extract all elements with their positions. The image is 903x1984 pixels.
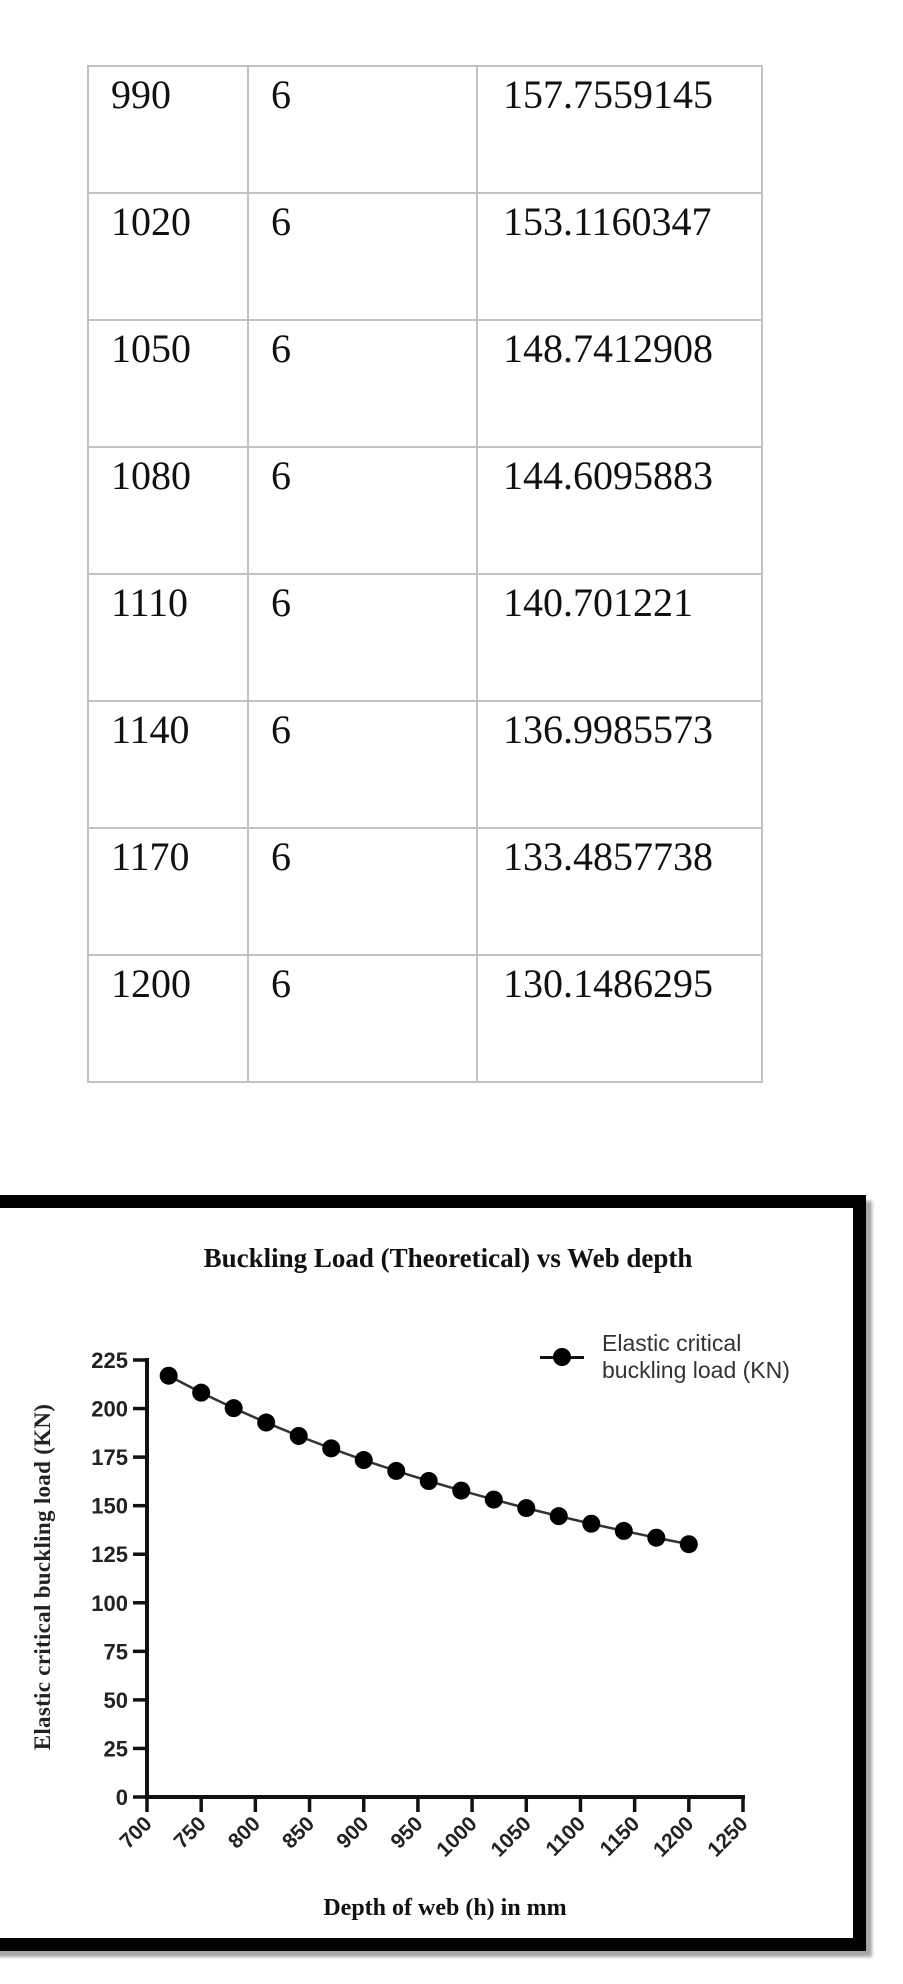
x-tick-label: 950 xyxy=(386,1812,428,1854)
y-tick-label: 125 xyxy=(91,1542,128,1568)
legend xyxy=(540,1330,790,1384)
table-cell: 153.1160347 xyxy=(477,193,762,320)
x-tick-label: 1050 xyxy=(486,1812,536,1862)
y-tick-label: 175 xyxy=(91,1445,128,1471)
table-cell: 6 xyxy=(248,574,477,701)
table-cell: 130.1486295 xyxy=(477,955,762,1082)
table-cell: 1020 xyxy=(88,193,248,320)
x-tick-label: 1150 xyxy=(595,1812,645,1861)
table-row xyxy=(88,574,762,701)
table-cell: 1110 xyxy=(88,574,248,701)
table-cell: 1140 xyxy=(88,701,248,828)
table-cell: 990 xyxy=(88,66,248,193)
y-tick-label: 75 xyxy=(103,1639,128,1665)
table-row xyxy=(88,193,762,320)
y-tick-label: 200 xyxy=(91,1396,128,1422)
y-axis-title: Elastic critical buckling load (KN) xyxy=(30,1403,55,1751)
legend-marker-icon xyxy=(540,1347,584,1367)
x-tick-label: 1200 xyxy=(649,1812,699,1862)
y-tick-label: 100 xyxy=(91,1590,128,1616)
table-cell: 136.9985573 xyxy=(477,701,762,828)
legend-label-line-2: buckling load (KN) xyxy=(602,1357,790,1383)
x-tick-label: 1250 xyxy=(703,1812,753,1862)
x-tick-label: 1100 xyxy=(541,1812,590,1861)
table-cell: 6 xyxy=(248,828,477,955)
x-tick-label: 750 xyxy=(169,1812,211,1854)
table-cell: 1200 xyxy=(88,955,248,1082)
table-cell: 140.701221 xyxy=(477,574,762,701)
x-tick-label: 850 xyxy=(278,1812,320,1854)
table-cell: 157.7559145 xyxy=(477,66,762,193)
table-cell: 6 xyxy=(248,193,477,320)
table-body xyxy=(88,66,762,1082)
table-cell: 148.7412908 xyxy=(477,320,762,447)
chart-frame xyxy=(0,1195,866,1951)
legend-label-line-1: Elastic critical xyxy=(602,1330,742,1356)
table-row xyxy=(88,66,762,193)
y-tick-label: 150 xyxy=(91,1493,128,1519)
table-row xyxy=(88,701,762,828)
x-axis-title: Depth of web (h) in mm xyxy=(323,1895,567,1921)
table-cell: 1080 xyxy=(88,447,248,574)
legend-label xyxy=(602,1330,790,1384)
table-cell: 1170 xyxy=(88,828,248,955)
table-cell: 133.4857738 xyxy=(477,828,762,955)
x-tick-label: 1000 xyxy=(432,1812,482,1862)
y-tick-label: 50 xyxy=(103,1687,128,1713)
y-tick-label: 0 xyxy=(115,1785,128,1810)
y-tick-label: 25 xyxy=(103,1736,128,1762)
x-tick-label: 800 xyxy=(223,1812,265,1854)
table-cell: 6 xyxy=(248,447,477,574)
table-row xyxy=(88,320,762,447)
y-tick-label: 225 xyxy=(91,1348,128,1373)
table-cell: 6 xyxy=(248,701,477,828)
table-row xyxy=(88,955,762,1082)
table-cell: 144.6095883 xyxy=(477,447,762,574)
chart-title: Buckling Load (Theoretical) vs Web depth xyxy=(203,1243,693,1273)
table-cell: 1050 xyxy=(88,320,248,447)
data-table xyxy=(87,65,763,1083)
x-tick-label: 700 xyxy=(115,1812,157,1854)
x-tick-label: 900 xyxy=(332,1812,374,1854)
table-cell: 6 xyxy=(248,955,477,1082)
table-row xyxy=(88,447,762,574)
table-row xyxy=(88,828,762,955)
table-cell: 6 xyxy=(248,320,477,447)
table-cell: 6 xyxy=(248,66,477,193)
